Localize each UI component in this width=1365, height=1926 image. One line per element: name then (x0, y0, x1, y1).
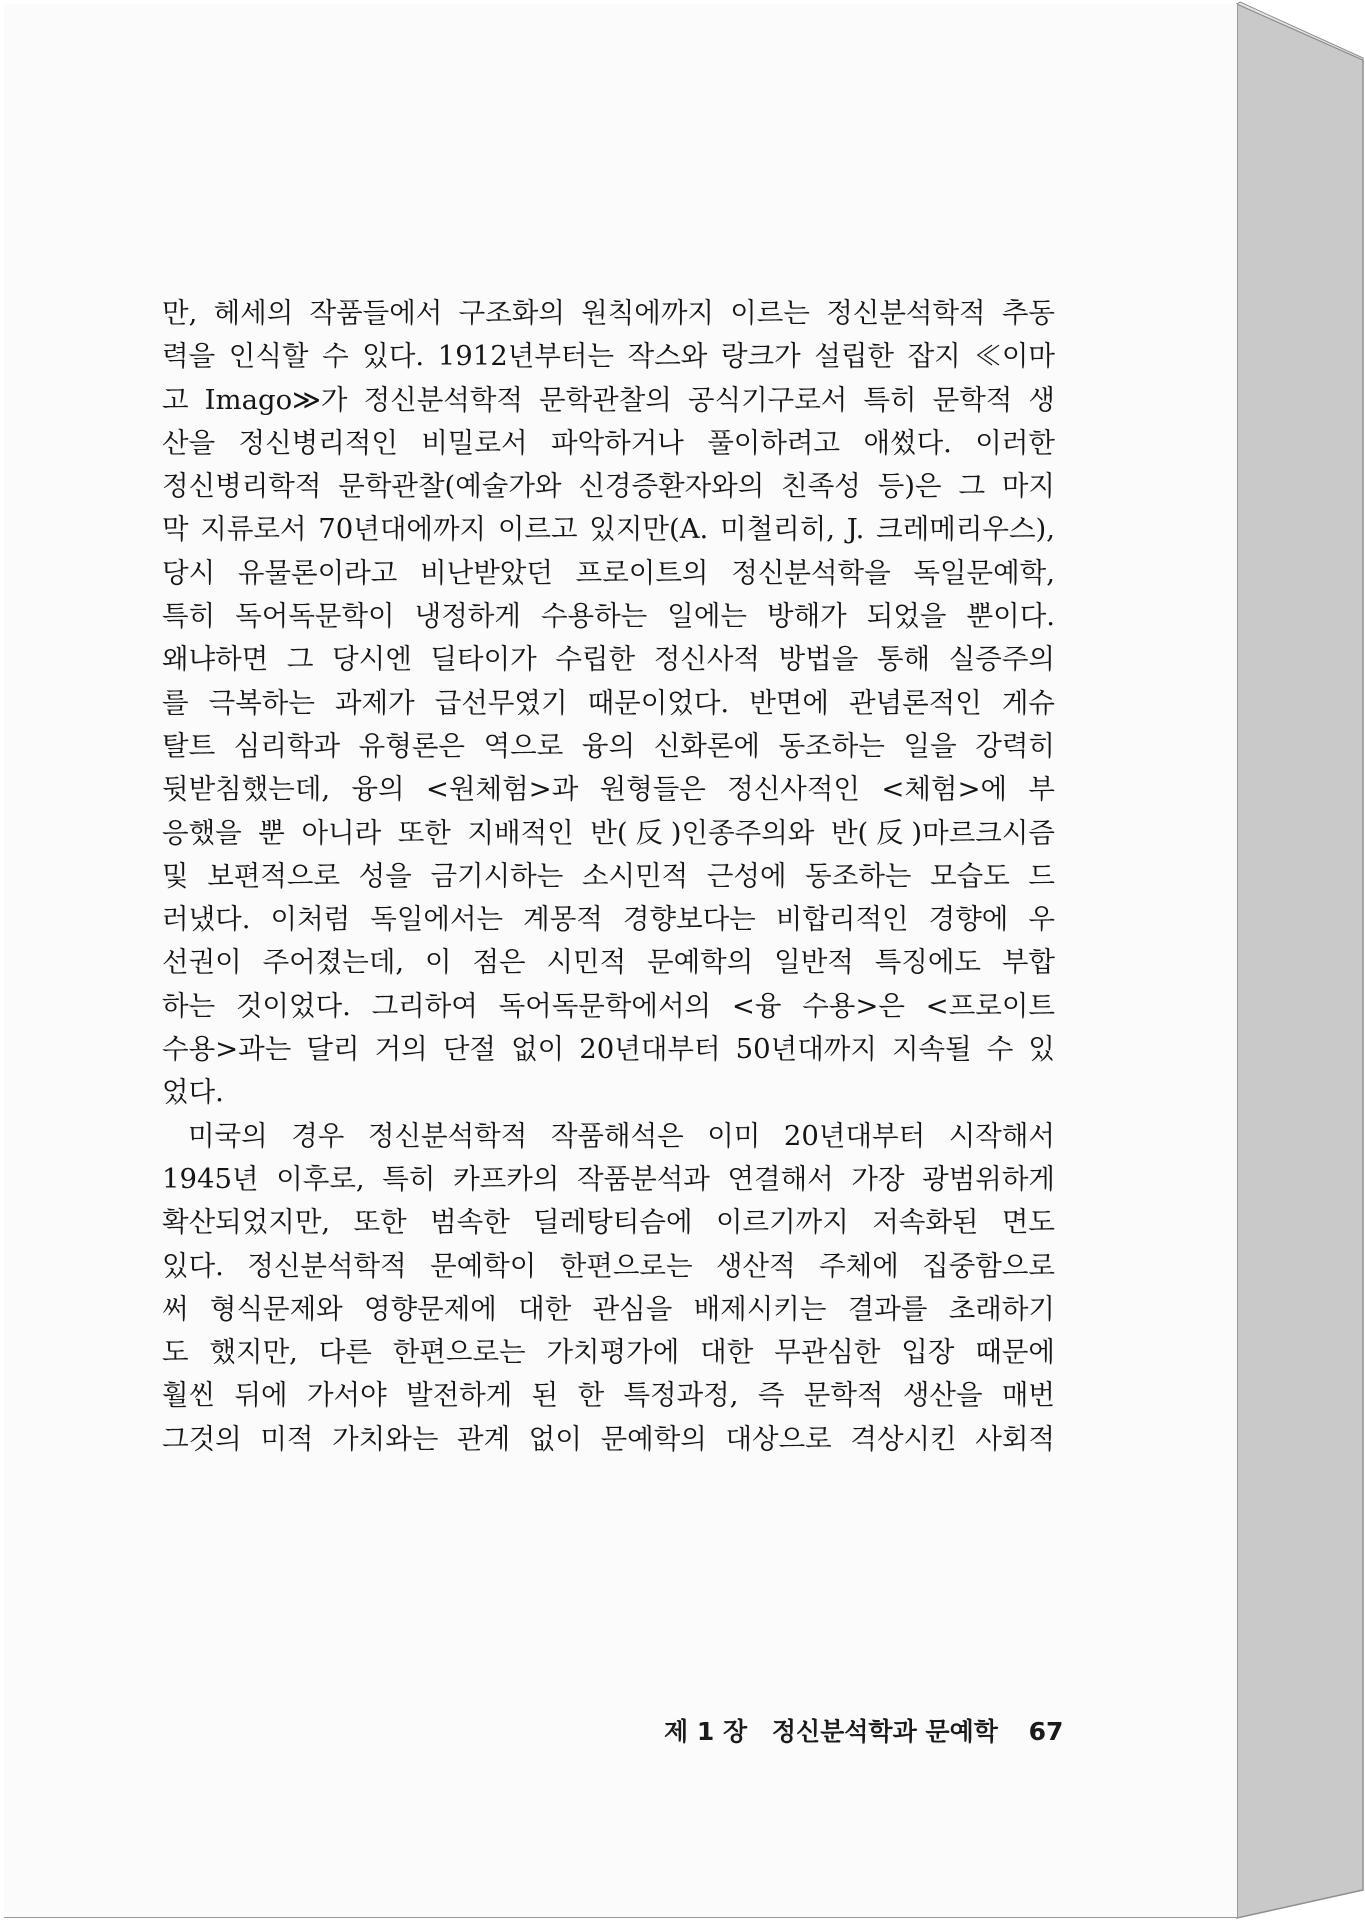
text-line: 탈트 심리학과 유형론은 역으로 융의 신화론에 동조하는 일을 강력히 (162, 729, 1055, 762)
text-line: 력을 인식할 수 있다. 1912년부터는 작스와 랑크가 설립한 잡지 ≪이마 (162, 340, 1055, 373)
text-line: 당시 유물론이라고 비난받았던 프로이트의 정신분석학을 독일문예학, (162, 556, 1055, 589)
chapter-label: 제 1 장 (664, 1717, 748, 1746)
text-line: 하는 것이었다. 그리하여 독어독문학에서의 <융 수용>은 <프로이트 (162, 989, 1055, 1022)
text-line: 응했을 뿐 아니라 또한 지배적인 반(反)인종주의와 반(反)마르크시즘 (162, 816, 1055, 849)
text-line: 왜냐하면 그 당시엔 딜타이가 수립한 정신사적 방법을 통해 실증주의 (162, 643, 1055, 676)
text-line: 특히 독어독문학이 냉정하게 수용하는 일에는 방해가 되었을 뿐이다. (162, 600, 1055, 633)
text-line: 써 형식문제와 영향문제에 대한 관심을 배제시키는 결과를 초래하기 (162, 1292, 1055, 1325)
page-number: 67 (1028, 1717, 1064, 1746)
book-page (4, 4, 1238, 1918)
paragraph-end-line: 었다. (162, 1076, 224, 1109)
text-line: 확산되었지만, 또한 범속한 딜레탕티슴에 이르기까지 저속화된 면도 (162, 1206, 1055, 1239)
text-line: 도 했지만, 다른 한편으로는 가치평가에 대한 무관심한 입장 때문에 (162, 1336, 1055, 1369)
text-line: 수용>과는 달리 거의 단절 없이 20년대부터 50년대까지 지속될 수 있 (162, 1033, 1055, 1066)
text-line: 만, 헤세의 작품들에서 구조화의 원칙에까지 이르는 정신분석학적 추동 (162, 297, 1055, 329)
text-line: 있다. 정신분석학적 문예학이 한편으로는 생산적 주체에 집중함으로 (162, 1249, 1055, 1282)
paragraph-start-line: 미국의 경우 정신분석학적 작품해석은 이미 20년대부터 시작해서 (188, 1119, 1055, 1152)
text-line: 1945년 이후로, 특히 카프카의 작품분석과 연결해서 가장 광범위하게 (162, 1162, 1055, 1195)
text-line: 산을 정신병리적인 비밀로서 파악하거나 풀이하려고 애썼다. 이러한 (162, 426, 1055, 459)
chapter-title: 정신분석학과 문예학 (771, 1717, 998, 1746)
text-line: 선권이 주어졌는데, 이 점은 시민적 문예학의 일반적 특징에도 부합 (162, 946, 1055, 979)
text-line: 를 극복하는 과제가 급선무였기 때문이었다. 반면에 관념론적인 게슈 (162, 686, 1055, 719)
text-line: 막 지류로서 70년대에까지 이르고 있지만(A. 미철리히, J. 크레메리우스), (162, 513, 1055, 546)
book-side-edge (1237, 4, 1363, 1918)
body-text (162, 292, 1055, 1461)
running-footer (664, 1712, 1064, 1752)
text-line: 정신병리학적 문학관찰(예술가와 신경증환자와의 친족성 등)은 그 마지 (162, 470, 1055, 503)
text-line: 뒷받침했는데, 융의 <원체험>과 원형들은 정신사적인 <체험>에 부 (162, 773, 1055, 806)
text-line: 훨씬 뒤에 가서야 발전하게 된 한 특정과정, 즉 문학적 생산을 매번 (162, 1379, 1055, 1412)
text-line: 그것의 미적 가치와는 관계 없이 문예학의 대상으로 격상시킨 사회적 (162, 1422, 1055, 1455)
text-line: 러냈다. 이처럼 독일에서는 계몽적 경향보다는 비합리적인 경향에 우 (162, 903, 1055, 936)
text-line: 및 보편적으로 성을 금기시하는 소시민적 근성에 동조하는 모습도 드 (162, 859, 1055, 892)
text-line: 고 Imago≫가 정신분석학적 문학관찰의 공식기구로서 특히 문학적 생 (162, 383, 1055, 416)
